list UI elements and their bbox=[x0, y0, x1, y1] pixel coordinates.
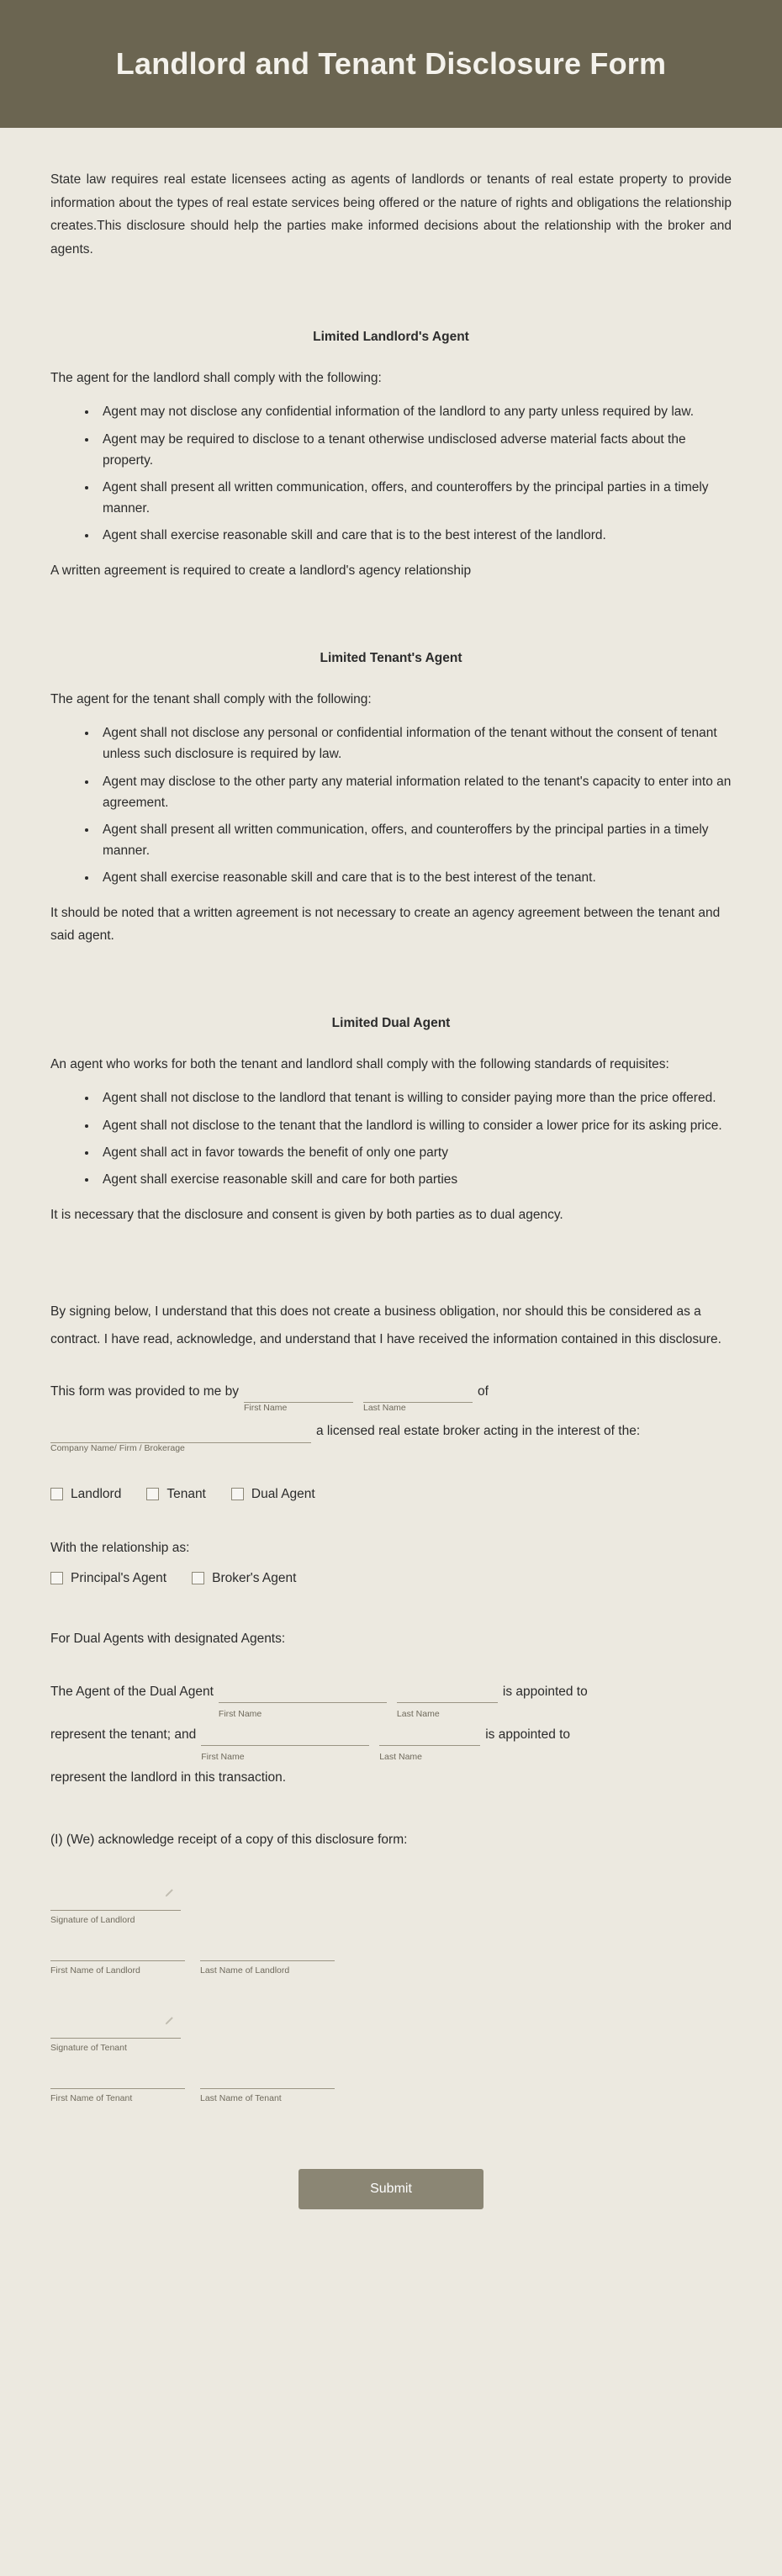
dual-line2-prefix: represent the tenant; and bbox=[50, 1727, 197, 1742]
checkbox-label: Principal's Agent bbox=[71, 1570, 167, 1585]
list-item: • Agent shall not disclose any personal or confidential information of the tenant without the consent of tenant unless such disclosure is required by law. bbox=[98, 722, 732, 764]
checkbox-label: Tenant bbox=[166, 1486, 206, 1501]
dual-agent-line-1 bbox=[50, 1682, 732, 1719]
section-limited-tenants-agent bbox=[50, 651, 732, 947]
dual-agent1-first-name-label: First Name bbox=[218, 1708, 262, 1719]
dual-agent2-first-name-label: First Name bbox=[201, 1752, 245, 1763]
section-bullet-list bbox=[50, 401, 732, 546]
list-item: • Agent shall exercise reasonable skill and care that is to the best interest of the tenant. bbox=[98, 867, 732, 888]
checkbox-tenant[interactable] bbox=[146, 1487, 206, 1502]
company-name-input[interactable] bbox=[50, 1426, 314, 1442]
form-content bbox=[0, 168, 782, 2268]
landlord-first-name-caption: First Name of Landlord bbox=[50, 1965, 140, 1976]
broker-last-name-label: Last Name bbox=[362, 1403, 406, 1414]
tenant-last-name-line[interactable] bbox=[200, 2071, 335, 2089]
page-header bbox=[0, 0, 782, 128]
landlord-last-name-input[interactable] bbox=[200, 1944, 338, 1960]
dual-line3: represent the landlord in this transaction. bbox=[50, 1770, 287, 1785]
signature-group-tenant bbox=[50, 2009, 732, 2103]
pen-icon bbox=[164, 1886, 176, 1898]
dual-agents-heading: For Dual Agents with designated Agents: bbox=[50, 1631, 286, 1646]
checkbox-principals-agent[interactable] bbox=[50, 1571, 166, 1586]
dual-agent1-last-name-label: Last Name bbox=[396, 1708, 440, 1719]
landlord-first-name-input[interactable] bbox=[50, 1944, 188, 1960]
company-row bbox=[50, 1421, 732, 1453]
dual-agent1-first-name-field[interactable] bbox=[218, 1685, 387, 1719]
list-item: • Agent shall exercise reasonable skill and care that is to the best interest of the landlord. bbox=[98, 525, 732, 546]
provided-by-suffix: a licensed real estate broker acting in the interest of the: bbox=[316, 1424, 641, 1439]
intro-paragraph: State law requires real estate licensees acting as agents of landlords or tenants of real estate property to provide information about the types of real estate services being offered or the nature of rights and obligations the relationship creates.This disclosure should help the parties make informed decisions about the relationship with the broker and agents. bbox=[50, 172, 732, 257]
provided-by-prefix: This form was provided to me by bbox=[50, 1384, 239, 1399]
tenant-last-name-field[interactable] bbox=[200, 2071, 335, 2103]
checkbox-box-icon[interactable] bbox=[192, 1572, 204, 1584]
checkbox-label: Broker's Agent bbox=[212, 1570, 297, 1585]
dual-agent-line-2 bbox=[50, 1725, 732, 1763]
checkbox-box-icon[interactable] bbox=[146, 1488, 159, 1500]
section-note: A written agreement is required to create a landlord's agency relationship bbox=[50, 563, 472, 579]
section-lead: The agent for the tenant shall comply with the following: bbox=[50, 692, 372, 707]
section-limited-landlords-agent bbox=[50, 330, 732, 582]
checkbox-box-icon[interactable] bbox=[231, 1488, 244, 1500]
list-item: • Agent may be required to disclose to a tenant otherwise undisclosed adverse material facts about the property. bbox=[98, 429, 732, 471]
tenant-signature-field[interactable] bbox=[50, 2009, 181, 2039]
dual-agent2-last-name-field[interactable] bbox=[379, 1728, 480, 1763]
broker-first-name-input[interactable] bbox=[244, 1385, 357, 1402]
landlord-first-name-line[interactable] bbox=[50, 1944, 185, 1961]
consent-paragraph: By signing below, I understand that this does not create a business obligation, nor should this be considered as a contract. I have read, acknowledge, and understand that I have received the information contained in this disclosure. bbox=[50, 1304, 721, 1346]
checkbox-dual-agent[interactable] bbox=[231, 1487, 315, 1502]
landlord-first-name-field[interactable] bbox=[50, 1944, 185, 1976]
section-lead: An agent who works for both the tenant and landlord shall comply with the following standards of requisites: bbox=[50, 1057, 669, 1072]
list-item: • Agent shall not disclose to the landlord that tenant is willing to consider paying more than the price offered. bbox=[98, 1087, 732, 1108]
pen-icon bbox=[164, 2014, 176, 2026]
checkbox-label: Dual Agent bbox=[251, 1486, 315, 1501]
list-item: • Agent shall present all written communication, offers, and counteroffers by the principal parties in a timely manner. bbox=[98, 477, 732, 519]
section-bullet-list bbox=[50, 722, 732, 888]
section-title: Limited Dual Agent bbox=[331, 1016, 451, 1031]
section-title: Limited Landlord's Agent bbox=[313, 330, 469, 345]
dual-agent2-last-name-label: Last Name bbox=[379, 1752, 422, 1763]
checkbox-box-icon[interactable] bbox=[50, 1572, 63, 1584]
dual-line1-prefix: The Agent of the Dual Agent bbox=[50, 1684, 214, 1699]
tenant-first-name-line[interactable] bbox=[50, 2071, 185, 2089]
broker-first-name-label: First Name bbox=[243, 1403, 288, 1414]
landlord-last-name-caption: Last Name of Landlord bbox=[200, 1965, 290, 1976]
acknowledgement-text: (I) (We) acknowledge receipt of a copy of this disclosure form: bbox=[50, 1833, 408, 1848]
tenant-signature-caption: Signature of Tenant bbox=[50, 2043, 127, 2054]
section-note: It is necessary that the disclosure and consent is given by both parties as to dual agency. bbox=[50, 1207, 563, 1222]
section-bullet-list bbox=[50, 1087, 732, 1189]
section-note: It should be noted that a written agreement is not necessary to create an agency agreement between the tenant and said agent. bbox=[50, 906, 721, 944]
broker-last-name-input[interactable] bbox=[363, 1385, 476, 1402]
broker-first-name-field[interactable] bbox=[243, 1385, 353, 1414]
list-item: • Agent may disclose to the other party any material information related to the tenant's capacity to enter into an agreement. bbox=[98, 771, 732, 813]
party-checkbox-group bbox=[50, 1487, 732, 1502]
company-name-field[interactable] bbox=[50, 1426, 311, 1453]
tenant-first-name-input[interactable] bbox=[50, 2071, 188, 2088]
checkbox-landlord[interactable] bbox=[50, 1487, 121, 1502]
broker-last-name-field[interactable] bbox=[362, 1385, 473, 1414]
submit-row bbox=[50, 2169, 732, 2268]
tenant-first-name-caption: First Name of Tenant bbox=[50, 2093, 133, 2104]
dual-agent2-first-name-field[interactable] bbox=[201, 1728, 369, 1763]
dual-line2-suffix: is appointed to bbox=[485, 1727, 571, 1742]
list-item: • Agent shall present all written communication, offers, and counteroffers by the principal parties in a timely manner. bbox=[98, 819, 732, 861]
landlord-last-name-line[interactable] bbox=[200, 1944, 335, 1961]
section-limited-dual-agent bbox=[50, 1016, 732, 1226]
checkbox-label: Landlord bbox=[71, 1486, 122, 1501]
section-title: Limited Tenant's Agent bbox=[320, 651, 462, 666]
checkbox-box-icon[interactable] bbox=[50, 1488, 63, 1500]
landlord-signature-field[interactable] bbox=[50, 1881, 181, 1911]
list-item: • Agent shall exercise reasonable skill and care for both parties bbox=[98, 1169, 732, 1190]
signature-group-landlord bbox=[50, 1881, 732, 1976]
dual-line1-suffix: is appointed to bbox=[502, 1684, 588, 1699]
page-title: Landlord and Tenant Disclosure Form bbox=[115, 46, 667, 81]
company-name-label: Company Name/ Firm / Brokerage bbox=[50, 1442, 185, 1453]
list-item: • Agent shall act in favor towards the benefit of only one party bbox=[98, 1142, 732, 1163]
dual-agents-block bbox=[50, 1682, 732, 1790]
section-lead: The agent for the landlord shall comply with the following: bbox=[50, 371, 382, 386]
list-item: • Agent shall not disclose to the tenant that the landlord is willing to consider a lower price for its asking price. bbox=[98, 1115, 732, 1136]
tenant-name-row bbox=[50, 2071, 732, 2103]
relationship-label: With the relationship as: bbox=[50, 1540, 190, 1555]
provided-by-row bbox=[50, 1382, 732, 1414]
provided-by-of-text: of bbox=[477, 1384, 489, 1399]
landlord-name-row bbox=[50, 1944, 732, 1976]
landlord-signature-caption: Signature of Landlord bbox=[50, 1915, 135, 1926]
dual-agent1-last-name-field[interactable] bbox=[396, 1685, 498, 1719]
landlord-last-name-field[interactable] bbox=[200, 1944, 335, 1976]
checkbox-brokers-agent[interactable] bbox=[192, 1571, 296, 1586]
tenant-last-name-input[interactable] bbox=[200, 2071, 338, 2088]
submit-button[interactable]: Submit bbox=[299, 2169, 483, 2209]
tenant-first-name-field[interactable] bbox=[50, 2071, 185, 2103]
relationship-checkbox-group bbox=[50, 1571, 732, 1586]
list-item: • Agent may not disclose any confidential information of the landlord to any party unless required by law. bbox=[98, 401, 732, 422]
tenant-last-name-caption: Last Name of Tenant bbox=[200, 2093, 282, 2104]
